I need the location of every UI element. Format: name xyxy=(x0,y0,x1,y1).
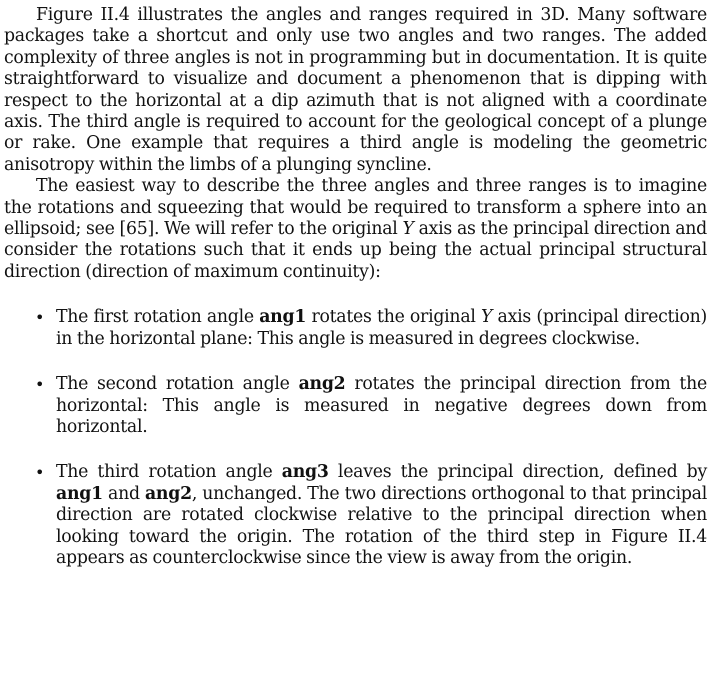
rotation-angle-list xyxy=(4,307,707,569)
bullet-3-term-ang2: ang2 xyxy=(144,483,192,504)
paragraph-1-text: Figure II.4 illustrates the angles and ranges required in 3D. Many software packages take a shortcut and only use two angles and two ranges. The added complexity of three angles is not in programming but in documentation. It is quite straightforward to visualize and document a phenomenon that is dipping with respect to the horizontal at a dip azimuth that is not aligned with a coordinate axis. The third angle is required to account for the geological concept of a plunge or rake. One example that requires a third angle is modeling the geometric anisotropy within the limbs of a plunging syncline. xyxy=(4,5,707,175)
bullet-1-variable-y: Y xyxy=(481,307,493,328)
document-page xyxy=(4,0,707,569)
paragraph-figure-angles xyxy=(4,5,707,176)
paragraph-2-text-b: axis as the principal direction and consider the rotations such that it ends up being the actual principal structural direction (direction of maximum continuity): xyxy=(4,219,707,282)
paragraph-rotations xyxy=(4,176,707,283)
bullet-3-text-c: and xyxy=(102,483,145,504)
bullet-2-term-ang2: ang2 xyxy=(298,374,346,395)
bullet-3-text-a: The third rotation angle xyxy=(56,462,282,483)
bullet-1-text-c: axis (principal direction) in the horizontal plane: This angle is measured in degrees clockwise. xyxy=(56,307,707,349)
paragraph-2-text-a: The easiest way to describe the three angles and three ranges is to imagine the rotations and squeezing that would be required to transform a sphere into an ellipsoid; see [65]. We will refer to the original xyxy=(4,176,707,240)
bullet-2-text-b: rotates the principal direction from the horizontal: This angle is measured in negative degrees down from horizontal. xyxy=(56,374,707,437)
list-item-ang2 xyxy=(4,374,707,438)
bullet-3-term-ang1: ang1 xyxy=(56,483,103,504)
list-item-ang1 xyxy=(4,307,707,350)
bullet-3-text-d: , unchanged. The two directions orthogonal to that principal direction are rotated clockwise relative to the principal direction when looking toward the origin. The rotation of the third step in Figure II.4 appears as counterclockwise since the view is away from the origin. xyxy=(56,483,708,568)
bullet-1-text-a: The first rotation angle xyxy=(56,307,260,328)
variable-y: Y xyxy=(402,219,414,240)
bullet-1-text-b: rotates the original xyxy=(306,307,481,328)
bullet-icon: • xyxy=(35,308,45,328)
bullet-1-term-ang1: ang1 xyxy=(259,307,307,328)
bullet-icon: • xyxy=(35,463,45,483)
bullet-3-term-ang3: ang3 xyxy=(281,462,329,483)
bullet-icon: • xyxy=(35,375,45,395)
list-item-ang3 xyxy=(4,462,707,569)
bullet-3-text-b: leaves the principal direction, defined by xyxy=(328,462,707,483)
bullet-2-text-a: The second rotation angle xyxy=(56,374,299,395)
